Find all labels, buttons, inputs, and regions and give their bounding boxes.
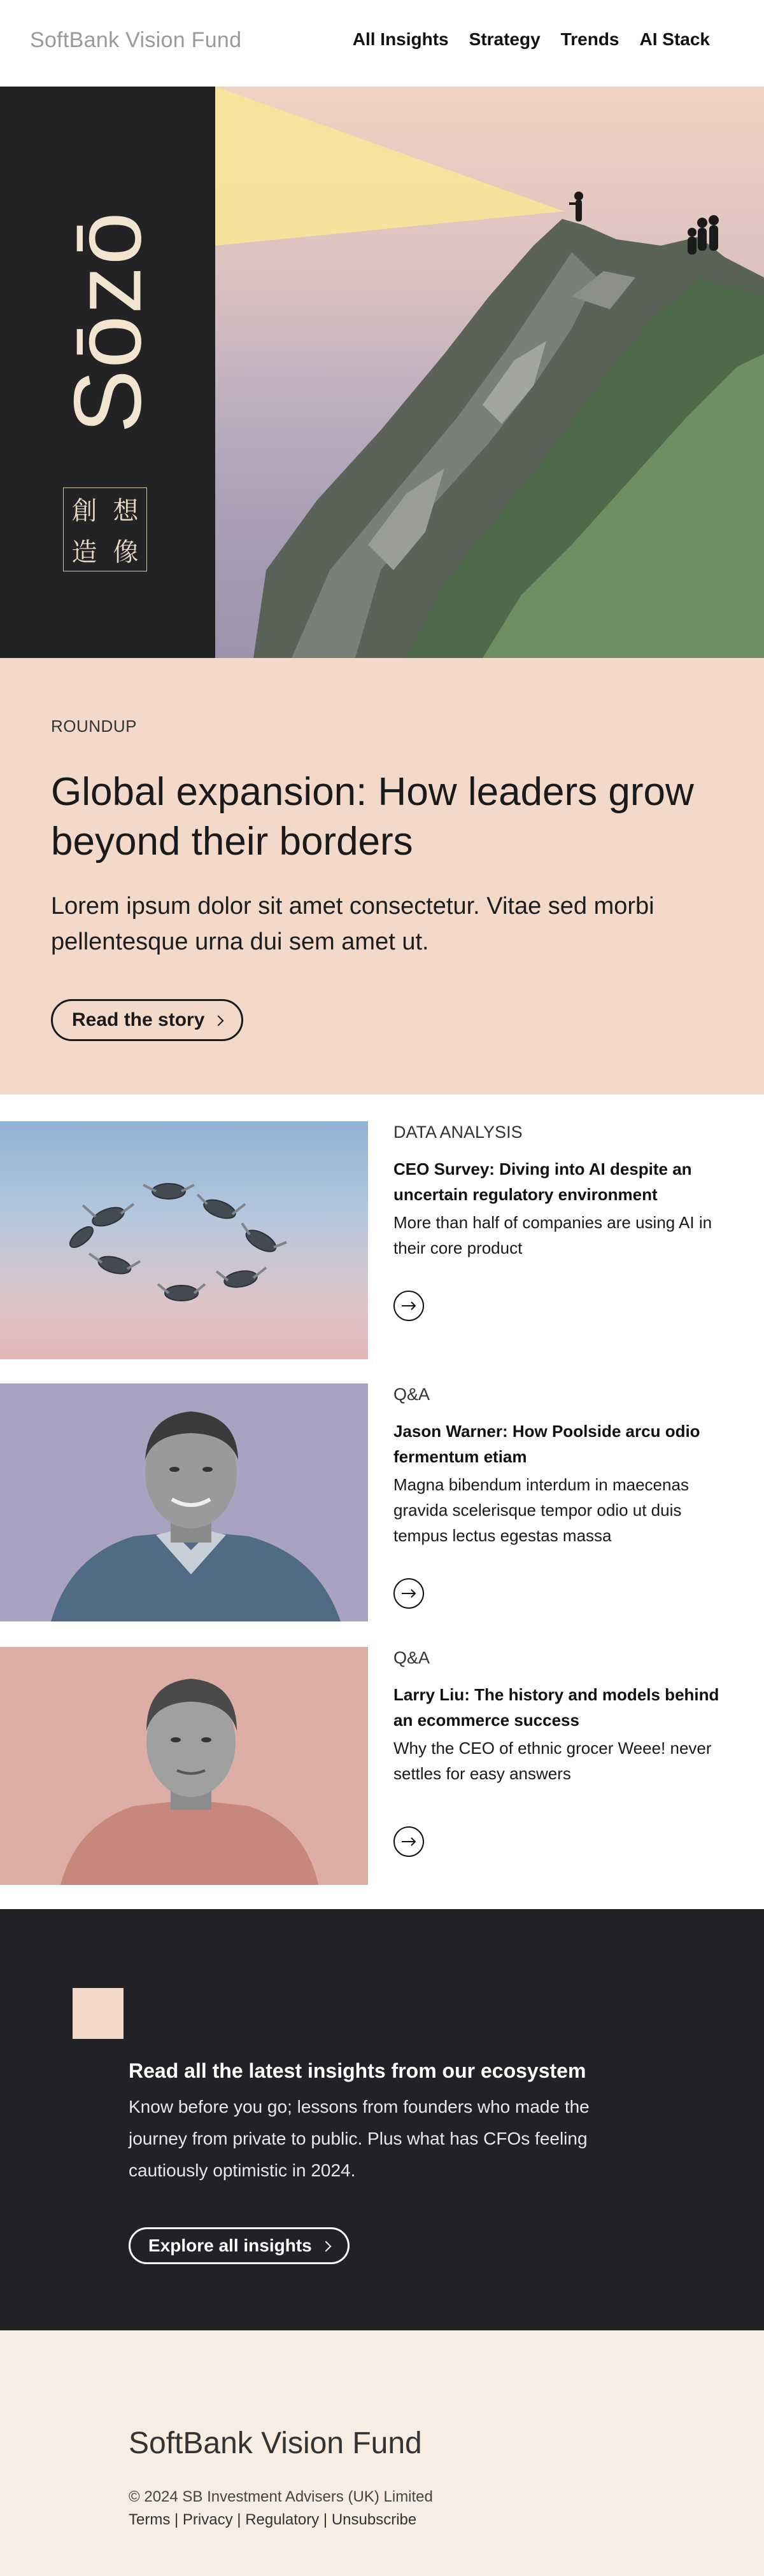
spotlight-beam [215, 87, 564, 246]
article-desc: Magna bibendum interdum in maecenas gravida scelerisque tempor odio ut duis tempus lectus egestas massa [393, 1475, 689, 1545]
article-text [393, 1121, 737, 1261]
arrow-right-icon [401, 1837, 416, 1846]
link-divider: | [237, 2511, 246, 2528]
kanji-char: 創 [71, 496, 97, 526]
site-footer [0, 2330, 764, 2576]
article-arrow-button[interactable] [393, 1826, 424, 1857]
nav-item-trends[interactable]: Trends [560, 29, 619, 49]
explore-insights-label: Explore all insights [148, 2236, 312, 2255]
article-card [0, 1121, 764, 1359]
article-title[interactable]: CEO Survey: Diving into AI despite an uncertain regulatory environment [393, 1159, 692, 1204]
footer-links [129, 2511, 416, 2529]
nav-item-ai-stack[interactable]: AI Stack [639, 29, 710, 49]
kanji-char: 造 [71, 538, 97, 567]
header-brand-logo[interactable]: SoftBank Vision Fund [30, 28, 242, 52]
portrait-jason-warner[interactable] [0, 1383, 368, 1621]
kanji-char: 想 [113, 496, 139, 526]
arrow-right-icon [401, 1589, 416, 1598]
roundup-eyebrow: ROUNDUP [51, 717, 137, 736]
article-text [393, 1647, 737, 1786]
roundup-headline[interactable]: Global expansion: How leaders grow beyond their borders [51, 770, 694, 864]
read-story-label: Read the story [72, 1009, 205, 1030]
skydivers-formation-photo[interactable] [0, 1121, 368, 1359]
article-desc: Why the CEO of ethnic grocer Weee! never settles for easy answers [393, 1739, 712, 1783]
portrait-larry-liu[interactable] [0, 1647, 368, 1885]
chevron-right-icon [213, 1016, 224, 1026]
footer-link-regulatory[interactable]: Regulatory [245, 2511, 320, 2528]
article-title[interactable]: Larry Liu: The history and models behind an ecommerce success [393, 1685, 719, 1730]
hero-illustration-svg [215, 87, 764, 658]
footer-copyright: © 2024 SB Investment Advisers (UK) Limited [129, 2488, 433, 2505]
footer-brand-logo[interactable]: SoftBank Vision Fund [129, 2426, 422, 2460]
cta-title: Read all the latest insights from our ecosystem [129, 2059, 586, 2082]
article-desc: More than half of companies are using AI in their core product [393, 1213, 712, 1257]
footer-link-terms[interactable]: Terms [129, 2511, 171, 2528]
insights-cta-section [0, 1909, 764, 2330]
mountain-summit-spotlight-illustration [215, 87, 764, 658]
explore-insights-button[interactable] [129, 2227, 350, 2264]
cta-body: Know before you go; lessons from founders who made the journey from private to public. Plus what has CFOs feeling cautiously optimistic in 2024. [129, 2097, 590, 2180]
kanji-seal [63, 487, 147, 571]
roundup-lede: Lorem ipsum dolor sit amet consectetur. Vitae sed morbi pellentesque urna dui sem amet ut. [51, 893, 654, 955]
link-divider: | [323, 2511, 332, 2528]
chevron-right-icon [320, 2241, 331, 2252]
article-text [393, 1383, 737, 1548]
footer-link-privacy[interactable]: Privacy [182, 2511, 233, 2528]
article-card [0, 1647, 764, 1885]
article-tag: Q&A [393, 1648, 430, 1667]
sozo-wordmark: Sōzō [53, 211, 161, 433]
hero-dark-panel [0, 87, 215, 658]
nav-item-strategy[interactable]: Strategy [469, 29, 541, 49]
arrow-right-icon [401, 1301, 416, 1310]
article-arrow-button[interactable] [393, 1578, 424, 1609]
article-tag: Q&A [393, 1385, 430, 1404]
article-arrow-button[interactable] [393, 1291, 424, 1321]
nav-item-all-insights[interactable]: All Insights [352, 29, 449, 49]
kanji-char: 像 [113, 538, 139, 567]
hero-banner [0, 87, 764, 658]
article-tag: DATA ANALYSIS [393, 1123, 523, 1142]
read-story-button[interactable] [51, 999, 243, 1041]
site-header [0, 0, 764, 87]
footer-link-unsubscribe[interactable]: Unsubscribe [331, 2511, 417, 2528]
link-divider: | [174, 2511, 183, 2528]
main-nav [353, 29, 710, 50]
article-title[interactable]: Jason Warner: How Poolside arcu odio fermentum etiam [393, 1422, 700, 1466]
roundup-feature [0, 658, 764, 1095]
article-card [0, 1383, 764, 1621]
decorative-square [73, 1988, 124, 2039]
